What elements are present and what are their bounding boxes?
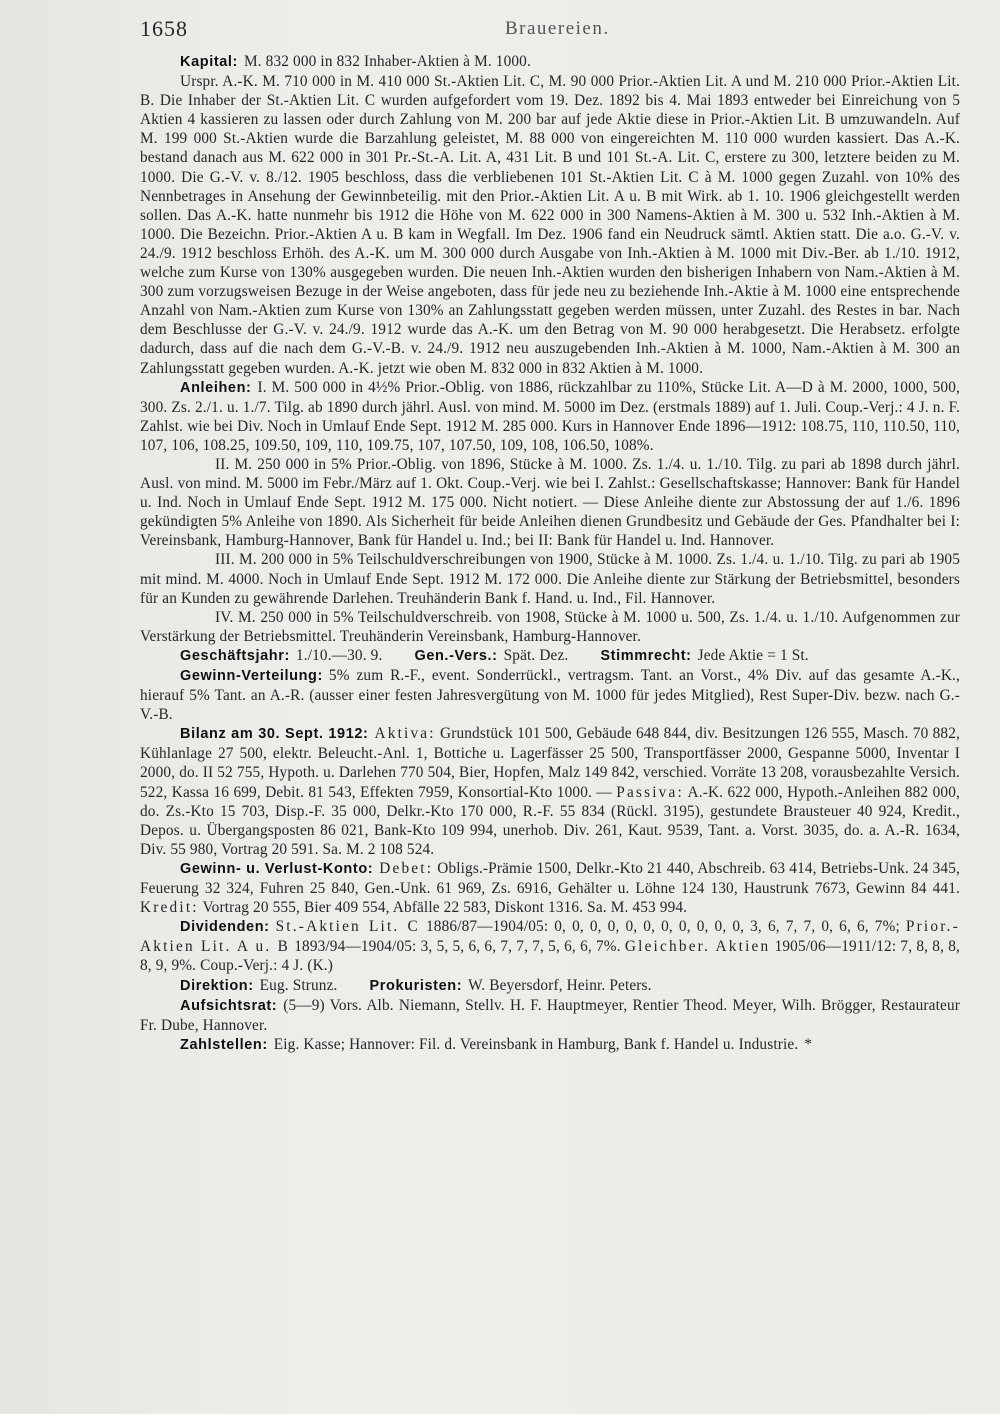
aufsichtsrat-label: Aufsichtsrat: — [180, 997, 278, 1014]
anleihe-iv: IV. M. 250 000 in 5% Teilschuldverschreib. von 1908, Stücke à M. 1000 u. 500, Zs. 1./4. u. 1./10. Aufgenommen zur Verstärkung der Betriebsmittel. Treuhänderin Vereinsbank, Hamburg-Hannover. — [140, 608, 960, 645]
prokuristen-label: Prokuristen: — [369, 977, 463, 994]
kapital-history: Urspr. A.-K. M. 710 000 in M. 410 000 St.-Aktien Lit. C, M. 90 000 Prior.-Aktien Lit. A und M. 210 000 Prior.-Aktien Lit. B. Die Inhaber der St.-Aktien Lit. C wurden aufgefordert vom 19. Dez. 1892 bis 4. Mai 1893 entweder bei Einreichung von 5 Aktien 4 kassieren zu lassen oder durch Zahlung von M. 200 bar auf jede Aktie diese in Prior.-Aktien Lit. B umzuwandeln. Auf M. 199 000 St.-Aktien wurde die Barzahlung geleistet, M. 88 000 von eingereichten M. 110 000 wurden kassiert. Das A.-K. bestand danach aus M. 622 000 in 301 Pr.-St.-A. Lit. A, 431 Lit. B und 101 St.-A. Lit. C, erstere zu 300, letztere beiden zu M. 1000. Die G.-V. v. 8./12. 1905 beschloss, dass die verbliebenen 101 St.-Aktien Lit. C à M. 1000 gegen Zuzahl. von 10% des Nennbetrages in Ansehung der Gewinnbeteilig. mit den Prior.-Aktien Lit. A u. B mit Wirk. ab 1. 10. 1906 gleichgestellt werden sollen. Das A.-K. hatte nunmehr bis 1912 die Höhe von M. 622 000 in 300 Namens-Aktien à M. 300 u. 532 Inh.-Aktien à M. 1000. Die Bezeichn. Prior.-Aktien A u. B kam in Wegfall. Im Dez. 1906 fand ein Neudruck sämtl. Aktien statt. Die a.o. G.-V. v. 24./9. 1912 beschloss Erhöh. des A.-K. um M. 300 000 durch Ausgabe von Inh.-Aktien à M. 1000 mit Div.-Ber. ab 1./10. 1912, welche zum Kurse von 130% ausgegeben wurden. Die neuen Inh.-Aktien wurden den bisherigen Inhabern von Nam.-Aktien à M. 300 zum vorzugsweisen Bezuge in der Weise angeboten, dass für jede neu zu beziehende Inh.-Aktie à M. 1000 eine entsprechende Anzahl von Nam.-Aktien zum Kurse von 130% an Zahlungsstatt gegeben werden müssen, unter Zuzahl. des Restes in bar. Nach dem Beschlusse der G.-V. v. 24./9. 1912 wurde das A.-K. um den Betrag von M. 90 000 herabgesetzt. Die Herabsetz. erfolgte dadurch, dass auf die nach dem G.-V.-B. v. 24./9. 1912 neu auszugebenden Inh.-Aktien à M. 1000, Nam.-Aktien à M. 300 an Zahlungsstatt gegeben wurden. A.-K. jetzt wie oben M. 832 000 in 832 Aktien à M. 1000. — [140, 73, 960, 377]
passiva-text: A.-K. 622 000, Hypoth.-Anleihen 882 000, do. Zs.-Kto 15 703, Disp.-F. 35 000, Delkr.-Kto 170 000, R.-F. 55 834 (Rückl. 3195), gestundete Brausteuer 40 924, Kredit., Depos. u. Übergangsposten 86 021, Bank-Kto 109 994, unerhob. Div. 261, Kaut. 9539, Tant. a. Vorst. 3035, do. a. A.-R. 1634, Div. 55 980, Vortrag 20 591. Sa. M. 2 108 524. — [140, 783, 960, 858]
running-head: Brauereien. — [505, 18, 610, 39]
stimmrecht-label: Stimmrecht: — [600, 647, 692, 664]
anleihen-paragraph — [140, 378, 960, 455]
aufsichtsrat-paragraph — [140, 996, 960, 1035]
zahlstellen-text: Eig. Kasse; Hannover: Fil. d. Vereinsbank in Hamburg, Bank f. Handel u. Industrie. — [273, 1035, 799, 1053]
kapital-paragraph — [140, 52, 960, 72]
kredit-text: Vortrag 20 555, Bier 409 554, Abfälle 22 583, Diskont 1316. Sa. M. 453 994. — [202, 899, 688, 917]
dividenden-st-text: 1886/87—1904/05: 0, 0, 0, 0, 0, 0, 0, 0, 0, 0, 0, 3, 6, 7, 7, 0, 6, 6, 7%; — [426, 918, 900, 936]
geschaeftsjahr-line — [140, 646, 960, 666]
kapital-label: Kapital: — [180, 54, 238, 70]
anleihe-iii: III. M. 200 000 in 5% Teilschuldverschreibungen von 1900, Stücke à M. 1000. Zs. 1./4. u. 1./10. Tilg. zu pari ab 1905 mit mind. M. 4000. Noch in Umlauf Ende Sept. 1912 M. 172 000. Die Anleihe diente zur Stärkung der Betriebsmittel, besonders für an Kunden zu gewährende Darlehen. Treuhänderin Bank f. Hand. u. Ind., Fil. Hannover. — [140, 551, 960, 607]
anleihe-i: I. M. 500 000 in 4½% Prior.-Oblig. von 1886, rückzahlbar zu 110%, Stücke Lit. A—D à M. 2000, 1000, 500, 300. Zs. 2./1. u. 1./7. Tilg. ab 1890 durch jährl. Ausl. von mind. M. 5000 im Dez. (erstmals 1889) auf 1. Juli. Coup.-Verj.: 4 J. n. F. Zahlst. wie bei Div. Noch in Umlauf Ende Sept. 1912 M. 285 000. Kurs in Hannover Ende 1896—1912: 108.75, 110, 110.50, 110, 107, 106, 108.25, 109.50, 109, 110, 109.75, 107, 107.50, 109, 108, 106.50, 108%. — [140, 378, 960, 454]
dividenden-paragraph — [140, 917, 960, 975]
bilanz-label: Bilanz am 30. Sept. 1912: — [180, 726, 369, 743]
gewinn-verteilung-text: 5% zum R.-F., event. Sonderrückl., vertragsm. Tant. an Vorst., 4% Div. auf das gesamte A.-K., hierauf 5% Tant. an A.-R. (ausser einer festen Jahresvergütung von M. 1000 für jedes Mitglied), Rest Super-Div. bezw. nach G.-V.-B. — [140, 667, 960, 724]
anleihe-ii: II. M. 250 000 in 5% Prior.-Oblig. von 1896, Stücke à M. 1000. Zs. 1./4. u. 1./10. Tilg. zu pari ab 1898 durch jährl. Ausl. von mind. M. 5000 im Febr./März auf 1. Okt. Coup.-Verj. wie bei I. Zahlst.: Gesellschaftskasse; Hannover: Bank für Handel u. Ind. Noch in Umlauf Ende Sept. 1912 M. 175 000. Nicht notiert. — Diese Anleihe diente zur Abstossung der auf 1./6. 1896 gekündigten 5% Anleihe von 1890. Als Sicherheit für beide Anleihen dienen Grundbesitz und Gebäude der Ges. Pfandhalter bei I: Vereinsbank, Hamburg-Hannover, Bank für Handel u. Ind.; bei II: Bank für Handel u. Ind. Hannover. — [140, 455, 960, 550]
kredit-label: Kredit: — [140, 899, 199, 917]
stimmrecht-text: Jede Aktie = 1 St. — [697, 646, 809, 664]
dividenden-st-label: St.-Aktien Lit. C — [275, 918, 420, 936]
kapital-text: M. 832 000 in 832 Inhaber-Aktien à M. 1000. — [243, 53, 531, 70]
footnote-mark: * — [804, 1035, 813, 1053]
aufsichtsrat-text: (5—9) Vors. Alb. Niemann, Stellv. H. F. Hauptmeyer, Rentier Theod. Meyer, Wilh. Brögger, Restaurateur Fr. Dube, Hannover. — [140, 996, 960, 1034]
geschaeftsjahr-text: 1./10.—30. 9. — [295, 646, 383, 664]
zahlstellen-paragraph — [140, 1035, 960, 1055]
guv-label: Gewinn- u. Verlust-Konto: — [180, 860, 374, 877]
aktiva-label: Aktiva: — [374, 725, 436, 743]
passiva-label: Passiva: — [616, 783, 684, 801]
dividenden-label: Dividenden: — [180, 919, 270, 936]
dividenden-gleich-label: Gleichber. Aktien — [624, 938, 771, 956]
dividenden-prior-label: Prior.-Aktien Lit. A u. B — [140, 918, 960, 956]
page-number: 1658 — [140, 16, 188, 41]
anleihen-label: Anleihen: — [180, 379, 252, 396]
page-header — [140, 16, 960, 52]
debet-text: Obligs.-Prämie 1500, Delkr.-Kto 21 440, Abschreib. 63 414, Betriebs-Unk. 24 345, Feuerung 32 324, Fuhren 25 840, Gen.-Unk. 61 969, Zs. 6916, Gehälter u. Löhne 124 130, Haustrunk 7673, Gewinn 84 441. — [140, 859, 960, 898]
prokuristen-text: W. Beyersdorf, Heinr. Peters. — [468, 976, 652, 994]
geschaeftsjahr-label: Geschäftsjahr: — [180, 647, 290, 664]
bilanz-paragraph — [140, 724, 960, 859]
gen-vers-label: Gen.-Vers.: — [414, 647, 498, 664]
zahlstellen-label: Zahlstellen: — [180, 1036, 268, 1053]
gewinn-verteilung-paragraph — [140, 666, 960, 724]
direktion-text: Eug. Strunz. — [259, 976, 338, 994]
page-content — [140, 52, 960, 1055]
direktion-label: Direktion: — [180, 977, 254, 994]
aktiva-text: Grundstück 101 500, Gebäude 648 844, div. Besitzungen 126 555, Masch. 70 882, Kühlanlage 27 500, elektr. Beleucht.-Anl. 1, Bottiche u. Lagerfässer 25 500, Transportfässer 2000, Gespanne 5000, Inventar I 2000, do. II 52 755, Hypoth. u. Darlehen 770 504, Bier, Hopfen, Malz 149 842, verschied. Vorräte 13 208, vorausbezahlte Versich. 522, Kassa 16 699, Debit. 81 543, Effekten 7959, Konsortial-Kto 1000. — — [140, 725, 960, 801]
direktion-line — [140, 976, 960, 996]
debet-label: Debet: — [379, 859, 434, 877]
gewinn-verteilung-label: Gewinn-Verteilung: — [180, 668, 323, 684]
gen-vers-text: Spät. Dez. — [503, 646, 569, 664]
dividenden-prior-text: 1893/94—1904/05: 3, 5, 5, 6, 6, 7, 7, 7, 5, 6, 6, 7%. — [294, 938, 621, 956]
dividenden-gleich-text: 1905/06—1911/12: 7, 8, 8, 8, 8, 9, 9%. Coup.-Verj.: 4 J. (K.) — [140, 938, 961, 975]
guv-paragraph — [140, 859, 960, 917]
